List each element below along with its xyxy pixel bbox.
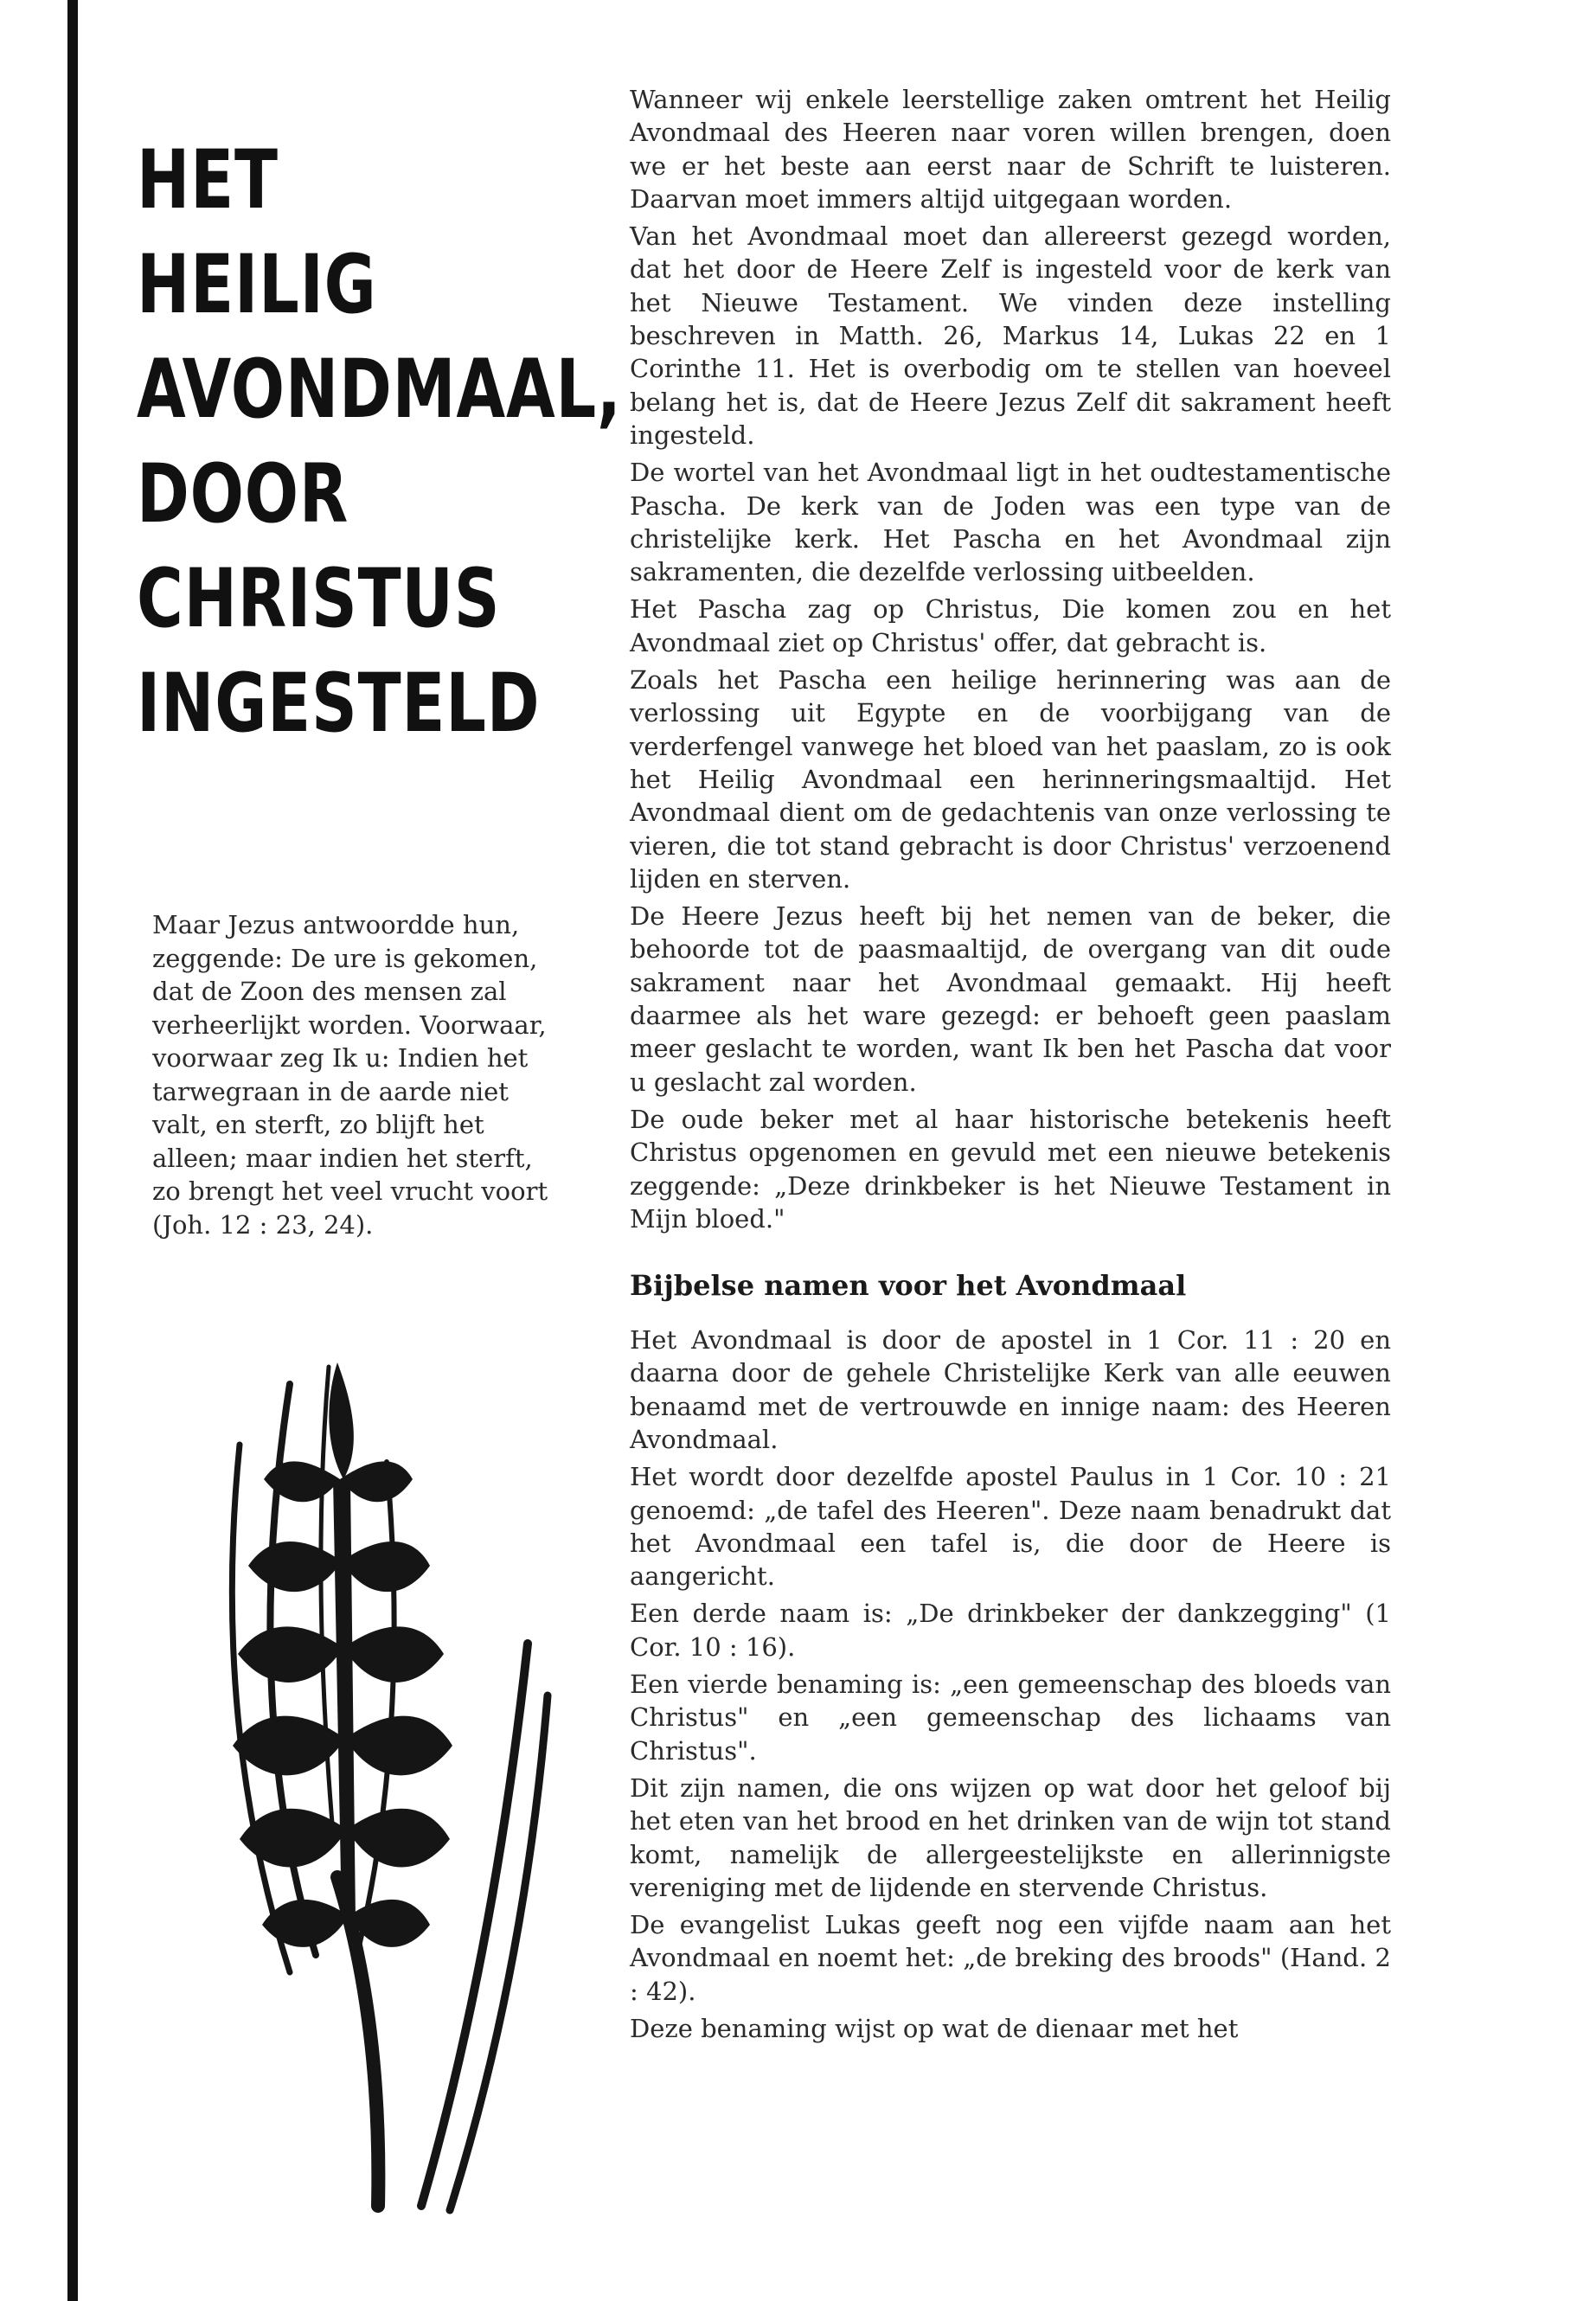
body-paragraph: Het wordt door dezelfde apostel Paulus in 1 Cor. 10 : 21 genoemd: „de tafel des Heeren". Deze naam benadrukt dat het Avondmaal een tafel is, die door de Heere is aangericht. bbox=[630, 1462, 1391, 1592]
body-paragraph: Een vierde benaming is: „een gemeenschap des bloeds van Christus" en „een gemeenschap des lichaams van Christus". bbox=[630, 1670, 1391, 1766]
article-body bbox=[630, 83, 1391, 2049]
body-paragraph: Het Pascha zag op Christus, Die komen zou en het Avondmaal ziet op Christus' offer, dat gebracht is. bbox=[630, 594, 1391, 657]
article-title bbox=[137, 128, 622, 756]
body-paragraph: De wortel van het Avondmaal ligt in het oudtestamentische Pascha. De kerk van de Joden was een type van de christelijke kerk. Het Pascha en het Avondmaal zijn sakramenten, die dezelfde verlossing uitbeelden. bbox=[630, 458, 1391, 587]
title-line: CHRISTUS bbox=[137, 552, 501, 646]
title-line: AVONDMAAL, bbox=[137, 343, 622, 437]
left-border-rule bbox=[67, 0, 78, 2301]
title-line: HEILIG bbox=[137, 238, 377, 332]
body-paragraph: De oude beker met al haar historische betekenis heeft Christus opgenomen en gevuld met een nieuwe betekenis zeggende: „Deze drinkbeker is het Nieuwe Testament in Mijn bloed." bbox=[630, 1104, 1391, 1234]
body-paragraph: Een derde naam is: „De drinkbeker der dankzegging" (1 Cor. 10 : 16). bbox=[630, 1599, 1391, 1662]
body-paragraph: Zoals het Pascha een heilige herinnering was aan de verlossing uit Egypte en de voorbijgang van de verderfengel vanwege het bloed van het paaslam, zo is ook het Heilig Avondmaal een herinneringsmaaltijd. Het Avondmaal dient om de gedachtenis van onze verlossing te vieren, die tot stand gebracht is door Christus' verzoenend lijden en sterven. bbox=[630, 665, 1391, 894]
wheat-ear-illustration bbox=[186, 1349, 567, 2214]
body-paragraph: De Heere Jezus heeft bij het nemen van de beker, die behoorde tot de paasmaaltijd, de overgang van dit oude sakrament naar het Avondmaal gemaakt. Hij heeft daarmee als het ware gezegd: er behoeft geen paaslam meer geslacht te worden, want Ik ben het Pascha dat voor u geslacht zal worden. bbox=[630, 901, 1391, 1097]
body-paragraph: Wanneer wij enkele leerstellige zaken omtrent het Heilig Avondmaal des Heeren naar voren willen brengen, doen we er het beste aan eerst naar de Schrift te luisteren. Daarvan moet immers altijd uitgegaan worden. bbox=[630, 85, 1391, 214]
scripture-quote: Maar Jezus antwoordde hun, zeggende: De ure is gekomen, dat de Zoon des mensen zal verheerlijkt worden. Voorwaar, voorwaar zeg Ik u: Indien het tarwegraan in de aarde niet valt, en sterft, zo blijft het alleen; maar indien het sterft, zo brengt het veel vrucht voort (Joh. 12 : 23, 24). bbox=[152, 910, 548, 1240]
section-heading: Bijbelse namen voor het Avondmaal bbox=[630, 1269, 1187, 1303]
body-paragraph: Dit zijn namen, die ons wijzen op wat door het geloof bij het eten van het brood en het drinken van de wijn tot stand komt, namelijk de allergeestelijkste en allerinnigste vereniging met de lijdende en stervende Christus. bbox=[630, 1772, 1391, 1902]
body-paragraph: Deze benaming wijst op wat de dienaar met het bbox=[630, 2014, 1239, 2044]
title-line: HET bbox=[137, 133, 279, 228]
title-line: INGESTELD bbox=[137, 657, 541, 751]
body-paragraph: Het Avondmaal is door de apostel in 1 Cor. 11 : 20 en daarna door de gehele Christelijke Kerk van alle eeuwen benaamd met de vertrouwde en innige naam: des Heeren Avondmaal. bbox=[630, 1325, 1391, 1454]
body-paragraph: De evangelist Lukas geeft nog een vijfde naam aan het Avondmaal en noemt het: „de breking des broods" (Hand. 2 : 42). bbox=[630, 1910, 1391, 2006]
title-line: DOOR bbox=[137, 447, 349, 542]
body-paragraph: Van het Avondmaal moet dan allereerst gezegd worden, dat het door de Heere Zelf is ingesteld voor de kerk van het Nieuwe Testament. We vinden deze instelling beschreven in Matth. 26, Markus 14, Lukas 22 en 1 Corinthe 11. Het is overbodig om te stellen van hoeveel belang het is, dat de Heere Jezus Zelf dit sakrament heeft ingesteld. bbox=[630, 221, 1391, 450]
